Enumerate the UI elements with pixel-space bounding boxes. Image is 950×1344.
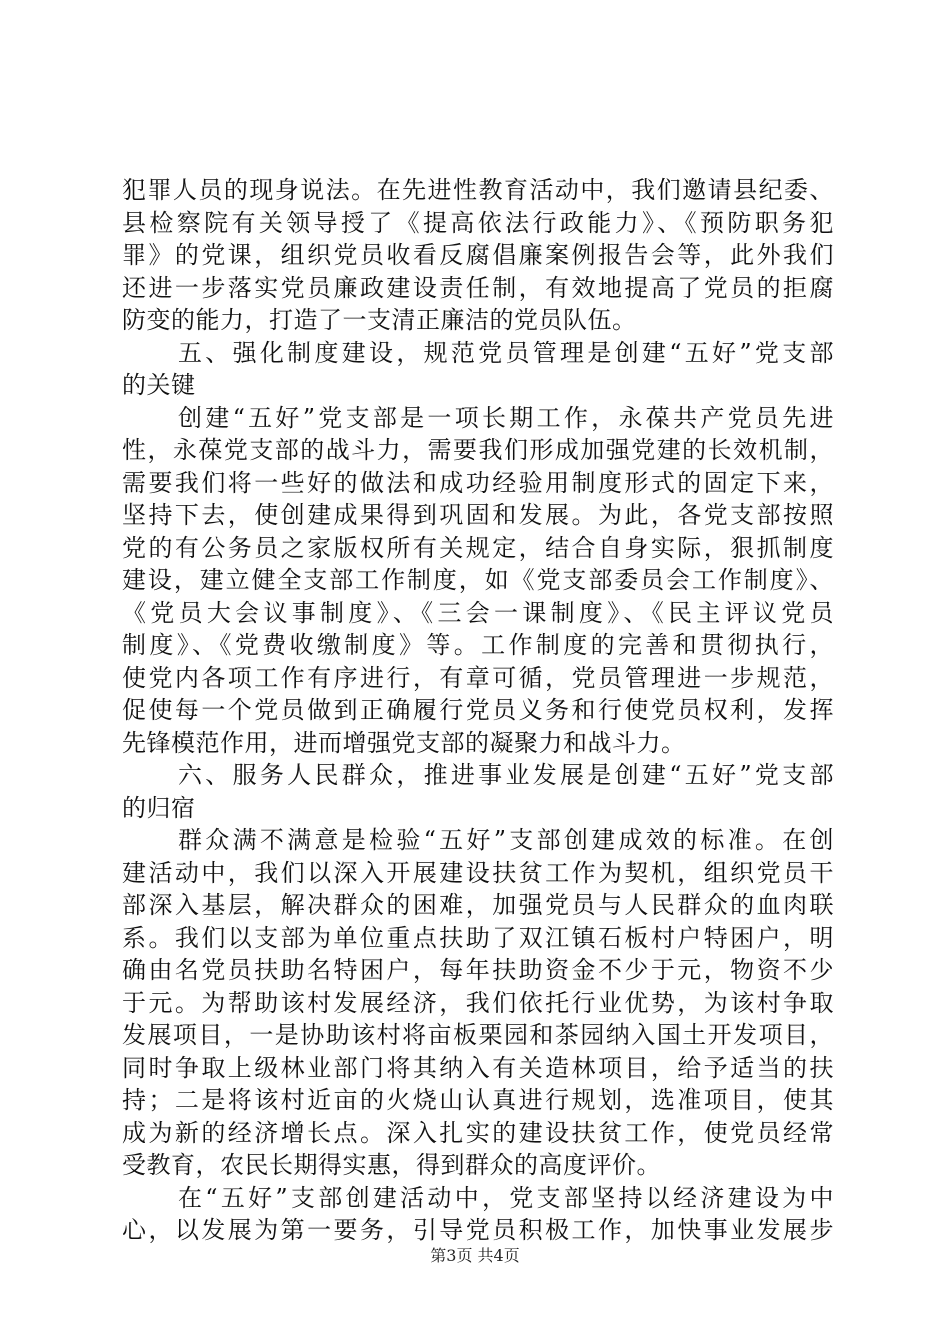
text-line: 系。我们以支部为单位重点扶助了双江镇石板村户特困户，明: [122, 923, 834, 952]
text-line: 六、服务人民群众，推进事业发展是创建“五好”党支部: [178, 761, 834, 789]
text-line: 五、强化制度建设，规范党员管理是创建“五好”党支部: [178, 338, 834, 367]
text-line: 罪》的党课，组织党员收看反腐倡廉案例报告会等，此外我们: [122, 241, 834, 269]
text-line: 确由名党员扶助名特困户，每年扶助资金不少于元，物资不少: [122, 956, 834, 984]
text-line: 建设，建立健全支部工作制度，如《党支部委员会工作制度》、: [122, 566, 834, 594]
text-line: 《党员大会议事制度》、《三会一课制度》、《民主评议党员: [122, 598, 834, 627]
text-line: 成为新的经济增长点。深入扎实的建设扶贫工作，使党员经常: [122, 1118, 834, 1147]
text-line: 建活动中，我们以深入开展建设扶贫工作为契机，组织党员干: [122, 858, 834, 887]
text-line: 心，以发展为第一要务，引导党员积极工作，加快事业发展步: [122, 1216, 834, 1244]
text-line: 在“五好”支部创建活动中，党支部坚持以经济建设为中: [178, 1183, 834, 1212]
text-line: 制度》、《党费收缴制度》等。工作制度的完善和贯彻执行，: [122, 631, 834, 659]
text-line: 的归宿: [122, 793, 196, 822]
text-line: 群众满不满意是检验“五好”支部创建成效的标准。在创: [178, 826, 834, 854]
text-line: 于元。为帮助该村发展经济，我们依托行业优势，为该村争取: [122, 988, 834, 1017]
text-line: 受教育，农民长期得实惠，得到群众的高度评价。: [122, 1151, 661, 1179]
text-line: 先锋模范作用，进而增强党支部的凝聚力和战斗力。: [122, 728, 686, 757]
text-line: 党的有公务员之家版权所有关规定，结合自身实际，狠抓制度: [122, 533, 834, 562]
text-line: 性，永葆党支部的战斗力，需要我们形成加强党建的长效机制，: [122, 436, 834, 464]
text-line: 坚持下去，使创建成果得到巩固和发展。为此，各党支部按照: [122, 501, 834, 529]
text-line: 同时争取上级林业部门将其纳入有关造林项目，给予适当的扶: [122, 1053, 834, 1082]
text-line: 使党内各项工作有序进行，有章可循，党员管理进一步规范，: [122, 663, 834, 692]
text-line: 持；二是将该村近亩的火烧山认真进行规划，选准项目，使其: [122, 1086, 834, 1114]
text-line: 创建“五好”党支部是一项长期工作，永葆共产党员先进: [178, 403, 834, 432]
text-line: 还进一步落实党员廉政建设责任制，有效地提高了党员的拒腐: [122, 273, 834, 302]
text-line: 犯罪人员的现身说法。在先进性教育活动中，我们邀请县纪委、: [122, 176, 834, 204]
text-line: 发展项目，一是协助该村将亩板栗园和茶园纳入国土开发项目，: [122, 1021, 834, 1049]
page-footer: 第3页 共4页: [430, 1246, 520, 1265]
text-line: 促使每一个党员做到正确履行党员义务和行使党员权利，发挥: [122, 696, 834, 724]
text-line: 县检察院有关领导授了《提高依法行政能力》、《预防职务犯: [122, 208, 834, 237]
text-line: 防变的能力，打造了一支清正廉洁的党员队伍。: [122, 306, 637, 334]
text-line: 的关键: [122, 371, 196, 399]
text-line: 部深入基层，解决群众的困难，加强党员与人民群众的血肉联: [122, 891, 834, 919]
document-body: [122, 174, 834, 1247]
text-line: 需要我们将一些好的做法和成功经验用制度形式的固定下来，: [122, 468, 834, 497]
